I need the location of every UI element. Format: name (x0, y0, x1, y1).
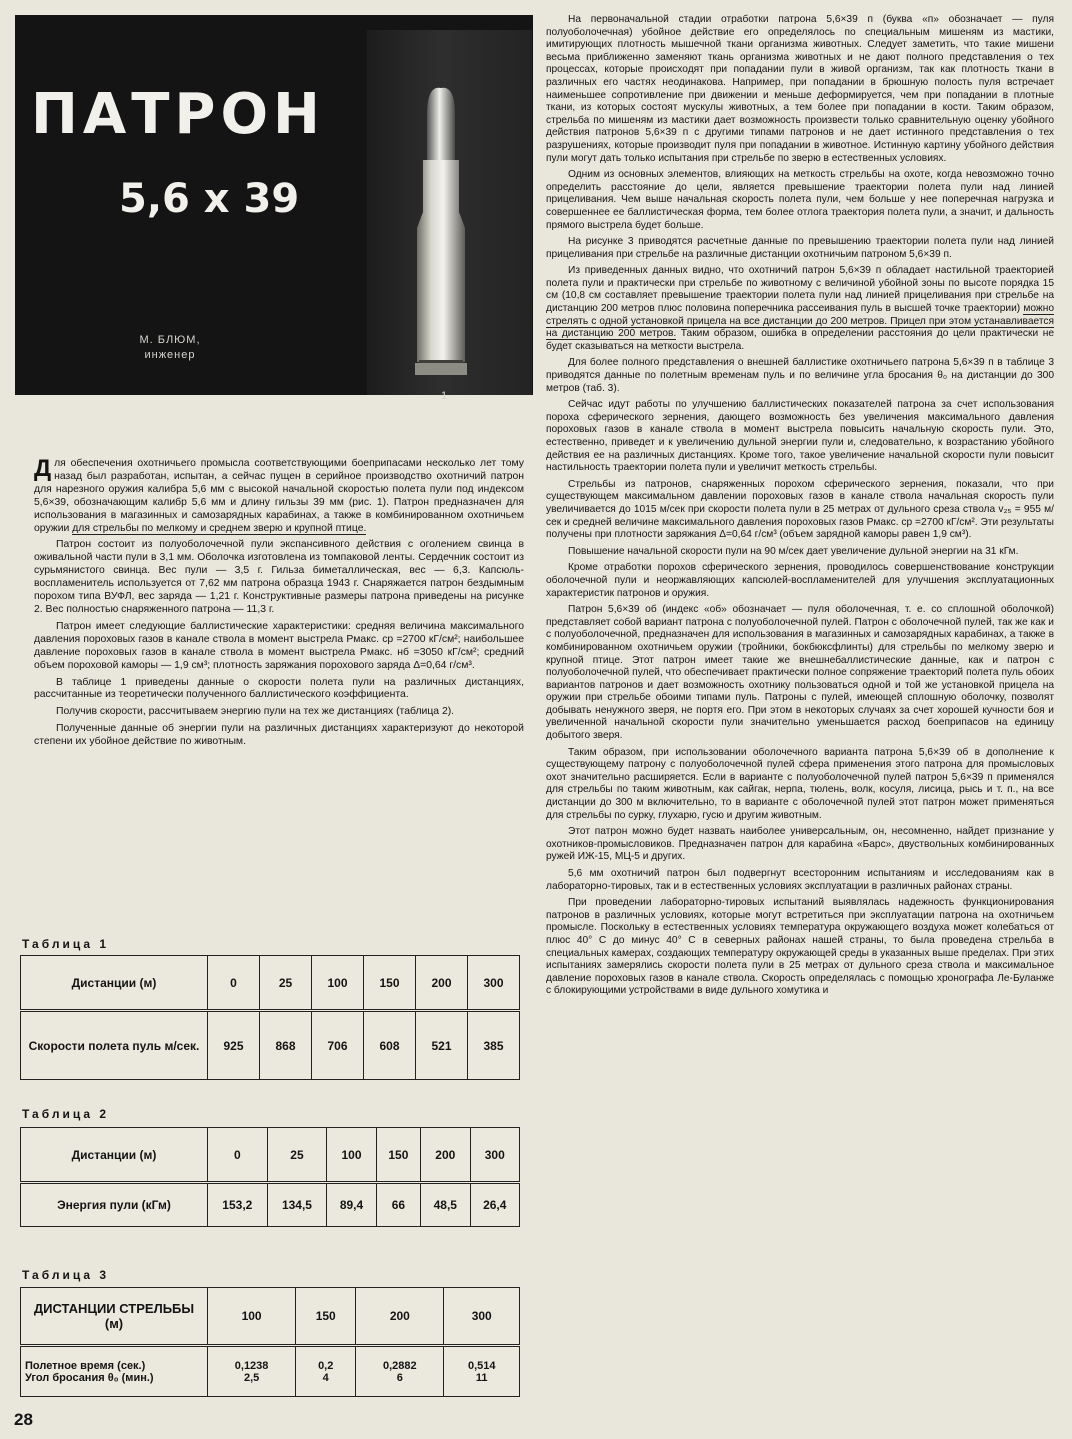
table2-value: 89,4 (327, 1183, 376, 1227)
table3-distance: 100 (208, 1288, 296, 1346)
table1-value: 521 (416, 1011, 468, 1080)
table1-value: 868 (260, 1011, 312, 1080)
table1-distance: 100 (312, 956, 364, 1011)
table2-caption: Таблица 2 (22, 1107, 110, 1121)
table3-header-label: ДИСТАНЦИИ СТРЕЛЬБЫ (м) (21, 1288, 208, 1346)
table3-row1-value: 0,1238 (234, 1359, 269, 1372)
article-subtitle-caliber: 5,6 x 39 (119, 176, 300, 222)
paragraph: На первоначальной стадии отработки патрона 5,6×39 п (буква «п» обозначает — пуля полуоболочечная) убойное действие его определялось по специальным мишеням из мастики, имитирующих плотность мышечной ткани организма животных. Следует заметить, что такие мишени весьма приближенно заменяют ткань организма животных и не дают полного представления о тех процессах, которые происходят при попадании пули в живой организм, так как плотность ткани в различных его частях неодинакова. Например, при попадании в брюшную полость пуля встречает наименьшее сопротивление при движении и меньше деформируется, чем при попадании в плотные ткани, из которых состоят мускулы животных, а тем более при попадании в кости. Таким образом, стрельба по мишеням из мастики дает возможность произвести только сравнительную оценку убойного действия патронов 5,6×39 п с другими типами патронов и не дает истинного представления о тех разрушениях, которые производит пуля при попадании в животное. Истинную картину убойного действия пули могут дать только испытания при стрельбе по зверю в естественных условиях. (546, 14, 1054, 164)
paragraph: Кроме отработки порохов сферического зернения, проводилось совершенствование конструкции оболочечной пули и неоржавляющих капсюлей-воспламенителей для улучшения эксплуатационных характеристик патронов и оружия. (546, 562, 1054, 599)
cartridge-photo (367, 30, 532, 395)
author-role: инженер (144, 349, 196, 361)
table1-caption: Таблица 1 (22, 937, 110, 951)
paragraph: Получив скорости, рассчитываем энергию пули на тех же дистанциях (таблица 2). (56, 706, 455, 718)
table3-row2-value: 6 (396, 1371, 403, 1384)
table2-value: 66 (376, 1183, 420, 1227)
intro-paragraph: Для обеспечения охотничьего промысла соответствующими боеприпасами несколько лет тому назад был разработан, испытан, а сейчас пущен в серийное производство охотничий патрон для нарезного оружия калибра 5,6 мм с высокой начальной скоростью полета пули под индексом 5,6×39, обозначающим калибр 5,6 мм и длину гильзы 39 мм (рис. 1). Патрон предназначен для использования в магазинных и самозарядных карабинах, а также в комбинированном охотничьем оружии для стрельбы по мелкому и среднем зверю и крупной птице. (34, 455, 524, 534)
table3-row1-value: 0,2 (318, 1359, 334, 1372)
paragraph: Для более полного представления о внешней баллистике охотничьего патрона 5,6×39 п в таблице 3 приводятся данные по полетным временам пуль и по величине угла бросания θ₀ на дистанции до 300 метров (таб. 3). (546, 357, 1054, 394)
paragraph: Повышение начальной скорости пули на 90 м/сек дает увеличение дульной энергии на 31 кГм. (568, 545, 1019, 557)
table3-cell (208, 1346, 296, 1397)
table3-distance: 300 (444, 1288, 520, 1346)
cartridge-illustration (367, 30, 532, 395)
table1-value: 706 (312, 1011, 364, 1080)
drop-cap: Д (34, 455, 52, 482)
paragraph: Сейчас идут работы по улучшению баллистических показателей патрона за счет использования пороха сферического зернения, дающего возможность без увеличения максимального давления пороховых газов в канале ствола в момент выстрела повысить начальную скорость пули. Это, естественно, приведет и к увеличению дульной энергии пули и, следовательно, к возрастанию убойного действия ее на различных дистанциях. Кроме того, такое увеличение начальной скорости пули повысит настильность траектории полета пули и увеличит меткость стрельбы. (546, 399, 1054, 474)
title-block (15, 15, 533, 402)
table2-distance: 0 (208, 1128, 268, 1183)
table2-row-label: Энергия пули (кГм) (21, 1183, 208, 1227)
table1-value: 385 (468, 1011, 520, 1080)
table2-distance: 200 (421, 1128, 470, 1183)
paragraph: Полученные данные об энергии пули на различных дистанциях характеризуют до некоторой степени их убойное действие по животным. (34, 723, 524, 748)
table2-value: 48,5 (421, 1183, 470, 1227)
table3-row1-value: 0,514 (467, 1359, 496, 1372)
table2-distance: 100 (327, 1128, 376, 1183)
paragraph: При проведении лабораторно-тировых испытаний выявлялась надежность функционирования патронов в различных условиях, которые могут встретиться при эксплуатации патрона на охотничьем промысле. Поскольку в естественных условиях температура окружающего воздуха может колебаться от плюс 40° С до минус 40° С в северных районах нашей страны, то была проведена стрельба в специальных камерах, создающих температуру окружающей среды в указанных выше пределах. При этих испытаниях замерялись скорости полета пули в 25 метрах от дульного среза ствола и максимальное давление пороховых газов в канале ствола. Скорость определялась с помощью хронографа Ле-Буланже с блокирующими устройствами в виде дульного хомутика и (546, 897, 1054, 997)
table1-header-label: Дистанции (м) (21, 956, 208, 1011)
table3-row1-value: 0,2882 (383, 1359, 417, 1372)
table1-distance: 0 (208, 956, 260, 1011)
paragraph: Патрон 5,6×39 об (индекс «об» обозначает — пуля оболочечная, т. е. со сплошной оболочкой) представляет собой вариант патрона с полуоболочечной пулей. Патрон с оболочечной пулей, так же как и с полуоболочечной, предназначен для использования в магазинных и самозарядных карабинах, а также в комбинированном охотничьем оружии (тройники, бокбюксфлинты) для стрельбы по мелкому зверю и крупной птице. Этот патрон имеет такие же внешнебаллистические данные, как и патрон с полуоболочечной пулей, что обеспечивает практически полное сопряжение траекторий полета пуль обоих вариантов патронов и дает возможность охотнику пользоваться одной и той же установкой прицела на оружии при стрельбе обоими типами пуль. Патроны с пулей, имеющей сплошную оболочку, позволят добывать ненужного зверя, не портя его. При этом в некоторых случаях за счет хорошей кучности боя и увеличенной начальной скорости пули значительно уменьшается расход боеприпасов на единицу добытого зверя. (546, 604, 1054, 742)
table2-distance: 150 (376, 1128, 420, 1183)
paragraph: Таким образом, при использовании оболочечного варианта патрона 5,6×39 об в дополнение к существующему патрону с полуоболочечной пулей сфера применения этого патрона для промысловых охот значительно расширяется. Если в варианте с полуоболочечной пулей патрон 5,6×39 п применялся для стрельбы по таким животным, как сайгак, нерпа, тюлень, волк, косуля, лисица, рысь и т. п., на все дистанции до 300 м включительно, то в варианте с оболочечной пулей этот патрон может применяться для стрельбы по сурку, глухарю, гусю и другим животным. (546, 746, 1054, 821)
figure-number: 1 (441, 390, 448, 402)
paragraph: В таблице 1 приведены данные о скорости полета пули на различных дистанциях, рассчитанные из теоретически полученного баллистического коэффициента. (34, 676, 524, 701)
paragraph: Стрельбы из патронов, снаряженных порохом сферического зернения, показали, что при существующем максимальном давлении пороховых газов в канале ствола начальная скорость пули увеличивается до 1015 м/сек при скорости полета пули в 25 метрах от дульного среза ствола v₂₅ = 955 м/сек и средней величине максимального давления пороховых газов Pмакс. ср =2700 кГ/см². Эти результаты получены при плотности заряжания Δ=0,64 г/см³ (объем зарядной каморы равен 1,9 см³). (546, 478, 1054, 541)
table2-value: 134,5 (267, 1183, 327, 1227)
table1-value: 925 (208, 1011, 260, 1080)
paragraph-trajectory: Из приведенных данных видно, что охотничий патрон 5,6×39 п обладает настильной траекторией полета пули и практически при стрельбе по животному с величиной убойной зоны по высоте порядка 15 см (10,8 см составляет превышение траектории полета пули над линией прицеливания при стрельбе на дистанцию 200 метров плюс половина поперечника рассеивания пуль в высшей точке траектории) можно стрелять с одной установкой прицела на все дистанции до 200 метров. Прицел при этом устанавливается на дистанцию 200 метров. Таким образом, ошибка в определении расстояния до цели практически не будет сказываться на меткости выстрела. (546, 265, 1054, 352)
paragraph: На рисунке 3 приводятся расчетные данные по превышению траектории полета пули над линией прицеливания при стрельбе на различные дистанции охотничьим патроном 5,6×39 п. (546, 236, 1054, 260)
table3-row2-value: 4 (322, 1371, 329, 1384)
article-title: ПАТРОН (31, 82, 325, 147)
table2-value: 153,2 (208, 1183, 268, 1227)
table1-distance: 200 (416, 956, 468, 1011)
right-column-text (546, 14, 1054, 1002)
table3-row2-value: 11 (475, 1371, 488, 1384)
paragraph: Патрон состоит из полуоболочечной пули экспансивного действия с оголением свинца в оживальной части пули в 3,1 мм. Оболочка изготовлена из томпаковой ленты. Сердечник состоит из сурьмянистого свинца. Вес пули — 3,5 г. Гильза биметаллическая, вес — 6,3. Капсюль-воспламенитель используется от 7,62 мм патрона образца 1943 г. Снаряжается патрон бездымным порохом типа ВУФЛ, вес заряда — 1,21 г. Конструктивные размеры патрона приведены на рисунке 2. Вес полностью снаряженного патрона — 11,3 г. (34, 539, 524, 615)
author-name: М. БЛЮМ, (139, 334, 201, 346)
paragraph: Этот патрон можно будет назвать наиболее универсальным, он, несомненно, найдет признание у охотников-промысловиков. Предназначен патрон для карабина «Барс», двуствольных комбинированных ружей ИЖ-15, МЦ-5 и других. (546, 826, 1054, 863)
underlined-text: можно стрелять с одной установкой прицела на все дистанции до 200 метров. Прицел при этом устанавливается на дистанцию 200 метров. (546, 303, 1054, 340)
table3-cell (356, 1346, 444, 1397)
table3 (20, 1287, 520, 1397)
paragraph: 5,6 мм охотничий патрон был подвергнут всесторонним испытаниям и исследованиям как в лабораторно-тировых, так и в естественных условиях эксплуатации в различных районах страны. (546, 868, 1054, 892)
table2 (20, 1127, 520, 1227)
table1-distance: 25 (260, 956, 312, 1011)
table3-row2-label: Угол бросания θ₀ (мин.) (25, 1371, 154, 1384)
table3-caption: Таблица 3 (22, 1268, 110, 1282)
table1 (20, 955, 520, 1080)
table3-row2-value: 2,5 (243, 1371, 260, 1384)
underlined-text: для стрельбы по мелкому и среднем зверю и крупной птице. (72, 522, 367, 534)
table1-row-label: Скорости полета пуль м/сек. (21, 1011, 208, 1080)
table1-value: 608 (364, 1011, 416, 1080)
table1-distance: 300 (468, 956, 520, 1011)
table2-value: 26,4 (470, 1183, 519, 1227)
left-column-text (34, 455, 524, 753)
page-number: 28 (14, 1410, 33, 1429)
table3-distance: 200 (356, 1288, 444, 1346)
table1-distance: 150 (364, 956, 416, 1011)
author-credit (125, 333, 215, 363)
table3-cell (296, 1346, 356, 1397)
table3-cell (444, 1346, 520, 1397)
paragraph: Патрон имеет следующие баллистические характеристики: средняя величина максимального давления пороховых газов в канале ствола в момент выстрела Pмакс. ср =2700 кГ/см²; наибольшее давление пороховых газов в канале ствола в момент выстрела Pмакс. нб =3050 кГ/см²; средний объем пороховой каморы — 1,9 см³; плотность заряжания порохового заряда Δ=0,64 г/см³. (34, 620, 524, 671)
table3-distance: 150 (296, 1288, 356, 1346)
table3-row-labels (21, 1346, 208, 1397)
table3-row1-label: Полетное время (сек.) (25, 1359, 146, 1372)
table2-header-label: Дистанции (м) (21, 1128, 208, 1183)
table2-distance: 300 (470, 1128, 519, 1183)
paragraph: Одним из основных элементов, влияющих на меткость стрельбы на охоте, когда невозможно точно определить расстояние до цели, является превышение траектории полета пули над линией прицеливания. Чем выше начальная скорость полета пули, чем больше у нее поперечная нагрузка и совершеннее ее баллистическая форма, тем более отлога траектория полета пули, а значит, и дальность прямого выстрела будет больше. (546, 169, 1054, 231)
table2-distance: 25 (267, 1128, 327, 1183)
